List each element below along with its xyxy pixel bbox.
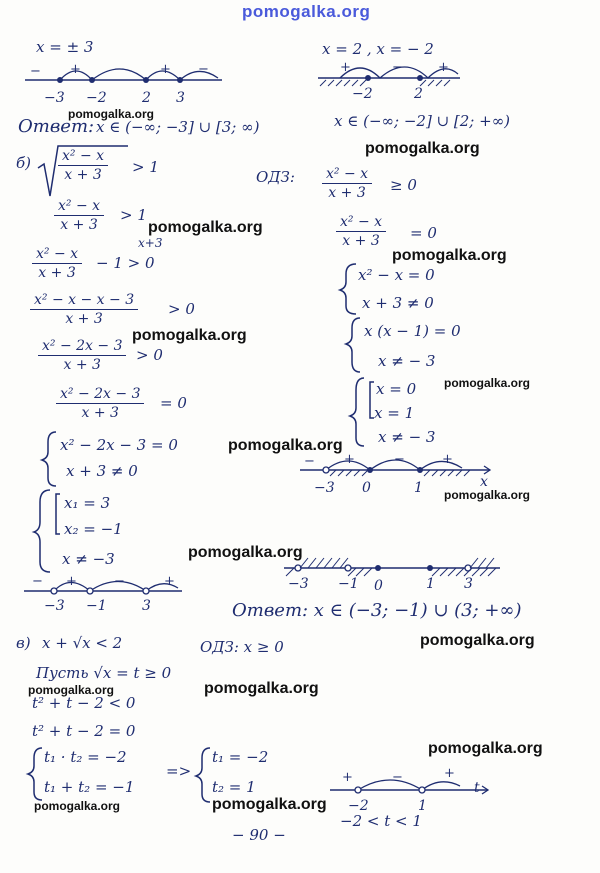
axis-b-label-3: 3 [142, 598, 151, 614]
watermark[interactable]: pomogalka.org [365, 140, 480, 157]
axis-c-label-5: 3 [464, 576, 473, 592]
odz-sys1-line2: x + 3 ≠ 0 [362, 294, 434, 312]
step1-den: x + 3 [60, 217, 98, 233]
step3-num: x² − x − x − 3 [30, 292, 138, 310]
line2-c: t² + t − 2 = 0 [32, 722, 136, 740]
axis-odz-label-2: 0 [362, 480, 371, 496]
watermark[interactable]: pomogalka.org [28, 683, 115, 697]
watermark[interactable]: pomogalka.org [212, 796, 327, 813]
answer-a-1: x ∈ (−∞; −3] ∪ [3; ∞) [96, 118, 260, 136]
axis-a-label-3: 2 [142, 90, 151, 106]
step2-note: x+3 [138, 236, 163, 250]
axis-t-sign-1: + [342, 770, 353, 785]
odz-b-rhs: ≥ 0 [390, 176, 417, 194]
watermark[interactable]: pomogalka.org [148, 219, 263, 236]
subst-c: Пусть √x = t ≥ 0 [36, 664, 172, 682]
watermark[interactable]: pomogalka.org [392, 247, 507, 264]
odz-sys3-line2: x = 1 [374, 404, 415, 422]
axis-c-label-4: 1 [426, 576, 435, 592]
ineq-c: x + √x < 2 [42, 634, 123, 652]
step1-num: x² − x [54, 198, 104, 216]
sys-c2-line2: t₂ = 1 [212, 778, 256, 796]
watermark[interactable]: pomogalka.org [444, 488, 531, 502]
axis-c-label-2: −1 [338, 576, 359, 592]
axis-odz-label-1: −3 [314, 480, 335, 496]
sys-c1-line2: t₁ + t₂ = −1 [44, 778, 135, 796]
answer-a-label: Ответ: [18, 116, 95, 137]
step2-num: x² − x [32, 246, 82, 264]
step4-num: x² − 2x − 3 [38, 338, 126, 356]
watermark[interactable]: pomogalka.org [420, 632, 535, 649]
step2-den: x + 3 [38, 265, 76, 281]
step5-rhs: = 0 [160, 394, 187, 412]
sys2-line2: x₂ = −1 [64, 520, 123, 538]
step1-rhs: > 1 [120, 206, 147, 224]
watermark[interactable]: pomogalka.org [428, 740, 543, 757]
roots-left: x = ± 3 [36, 38, 94, 56]
axis-a2-sign-2: − [392, 60, 403, 75]
odz2-num: x² − x [336, 214, 386, 232]
axis-b-sign-2: + [66, 574, 77, 589]
axis-odz-sign-2: + [344, 452, 355, 467]
axis-a-sign-2: + [70, 62, 81, 77]
step3-den: x + 3 [65, 311, 103, 327]
axis-a-label-4: 3 [176, 90, 185, 106]
sys1-line2: x + 3 ≠ 0 [66, 462, 138, 480]
odz-sys3-line1: x = 0 [376, 380, 417, 398]
odz-c: ОДЗ: x ≥ 0 [200, 638, 284, 656]
axis-a2-label-2: 2 [414, 86, 423, 102]
axis-odz-sign-3: − [394, 452, 405, 467]
axis-t-var: t [474, 780, 480, 796]
odz-b-label: ОДЗ: [256, 168, 295, 186]
watermark[interactable]: pomogalka.org [68, 107, 155, 121]
sys-c1-line1: t₁ · t₂ = −2 [44, 748, 127, 766]
watermark[interactable]: pomogalka.org [444, 376, 531, 390]
ineq-b-num: x² − x [58, 148, 108, 166]
watermark[interactable]: pomogalka.org [132, 327, 247, 344]
step2-rhs: − 1 > 0 [96, 254, 155, 272]
page-number: − 90 − [232, 826, 286, 844]
axis-a-label-2: −2 [86, 90, 107, 106]
line1-c: t² + t − 2 < 0 [32, 694, 136, 712]
step5-den: x + 3 [81, 405, 119, 421]
step4-den: x + 3 [63, 357, 101, 373]
result-c: −2 < t < 1 [340, 812, 422, 830]
sys2-line3: x ≠ −3 [62, 550, 115, 568]
part-c-label: в) [16, 634, 31, 652]
answer-b: Ответ: x ∈ (−3; −1) ∪ (3; +∞) [232, 600, 522, 621]
arrow-c: => [166, 762, 192, 780]
axis-b-sign-3: − [114, 574, 125, 589]
axis-a-sign-3: − [114, 62, 125, 77]
axis-a2-label-1: −2 [352, 86, 373, 102]
axis-odz-label-3: 1 [414, 480, 423, 496]
axis-a-sign-5: − [198, 62, 209, 77]
axis-odz-sign-1: − [304, 454, 315, 469]
odz-sys2-line1: x (x − 1) = 0 [364, 322, 461, 340]
axis-a-sign-1: − [30, 64, 41, 79]
axis-b-label-1: −3 [44, 598, 65, 614]
ineq-b-den: x + 3 [64, 167, 102, 183]
step4-rhs: > 0 [136, 346, 163, 364]
odz-sys3-line3: x ≠ − 3 [378, 428, 436, 446]
sys-c2-line1: t₁ = −2 [212, 748, 269, 766]
axis-t-label-2: 1 [418, 798, 427, 814]
odz-sys2-line2: x ≠ − 3 [378, 352, 436, 370]
axis-b-sign-4: + [164, 574, 175, 589]
step3-rhs: > 0 [168, 300, 195, 318]
sys2-line1: x₁ = 3 [64, 494, 111, 512]
part-b-label: б) [16, 154, 32, 172]
watermark[interactable]: pomogalka.org [204, 680, 319, 697]
watermark-top[interactable]: pomogalka.org [242, 2, 371, 21]
odz-b-num: x² − x [322, 166, 372, 184]
axis-odz-sign-4: + [442, 452, 453, 467]
axis-a-label-1: −3 [44, 90, 65, 106]
watermark[interactable]: pomogalka.org [228, 437, 343, 454]
axis-c-label-3: 0 [374, 578, 383, 594]
axis-t-sign-2: − [392, 770, 403, 785]
axis-a2-sign-3: + [438, 60, 449, 75]
odz-b-den: x + 3 [328, 185, 366, 201]
watermark[interactable]: pomogalka.org [34, 799, 121, 813]
watermark[interactable]: pomogalka.org [188, 544, 303, 561]
odz2-den: x + 3 [342, 233, 380, 249]
odz-sys1-line1: x² − x = 0 [358, 266, 435, 284]
answer-a-2: x ∈ (−∞; −2] ∪ [2; +∞) [334, 112, 511, 130]
axis-b-label-2: −1 [86, 598, 107, 614]
step5-num: x² − 2x − 3 [56, 386, 144, 404]
odz2-rhs: = 0 [410, 224, 437, 242]
axis-a-sign-4: + [160, 62, 171, 77]
axis-c-label-1: −3 [288, 576, 309, 592]
axis-t-label-1: −2 [348, 798, 369, 814]
roots-right: x = 2 , x = − 2 [322, 40, 434, 58]
sys1-line1: x² − 2x − 3 = 0 [60, 436, 178, 454]
axis-odz-var: x [480, 474, 488, 490]
axis-a2-sign-1: + [340, 60, 351, 75]
ineq-b-rhs: > 1 [132, 158, 159, 176]
axis-b-sign-1: − [32, 574, 43, 589]
axis-t-sign-3: + [444, 766, 455, 781]
